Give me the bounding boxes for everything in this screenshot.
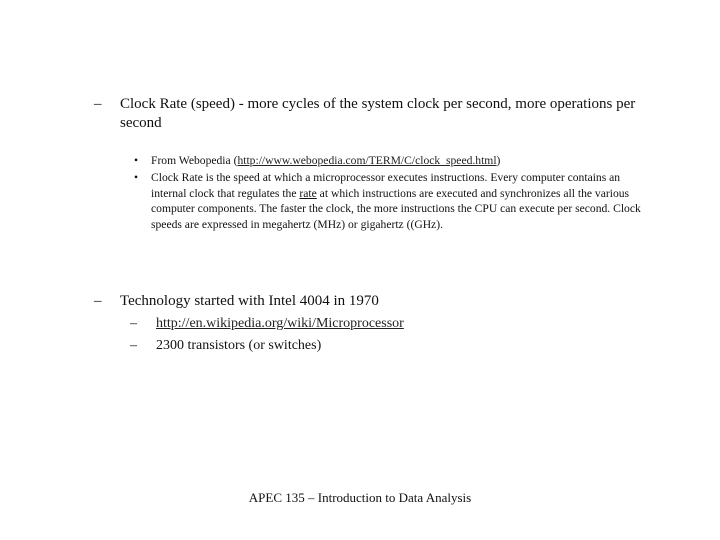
sub-bullet-text: [151, 153, 654, 169]
source-suffix: ): [496, 154, 501, 167]
bullet-technology: [94, 292, 654, 311]
dash-marker: –: [130, 316, 137, 331]
definition-text: [151, 170, 654, 232]
bullet-text: Clock Rate (speed) - more cycles of the system clock per second, more operations per second: [120, 96, 636, 131]
slide-footer: APEC 135 – Introduction to Data Analysis: [248, 490, 472, 505]
definition-underlined-word: rate: [299, 186, 317, 200]
sub-bullet-wikipedia: [130, 313, 630, 335]
definition-part-2: at which instructions are executed and synchronizes all the various computer components. The faster the clock, the more instructions the CPU can execute per second. Clock speeds are expressed in megahertz (MHz) or gigahertz ((GHz).: [151, 186, 641, 231]
wikipedia-link[interactable]: http://en.wikipedia.org/wiki/Microprocessor: [156, 316, 404, 331]
dash-marker: –: [94, 96, 102, 112]
webopedia-link[interactable]: http://www.webopedia.com/TERM/C/clock_speed.html: [237, 154, 497, 167]
source-prefix: From Webopedia (: [151, 154, 238, 167]
dash-marker: –: [130, 338, 137, 353]
sub-bullet-transistors: [130, 335, 630, 357]
transistors-text: 2300 transistors (or switches): [156, 338, 322, 353]
sub-bullet-webopedia: [134, 153, 654, 169]
bullet-dot-marker: •: [134, 171, 139, 184]
definition-part-1: Clock Rate is the speed at which a microprocessor executes instructions. Every computer contains an internal clock that regulates the: [151, 171, 621, 200]
sub-bullet-definition: [134, 170, 654, 232]
bullet-dot-marker: •: [134, 154, 139, 167]
dash-marker: –: [94, 293, 102, 309]
bullet-clock-rate: [94, 95, 654, 133]
bullet-text: Technology started with Intel 4004 in 1970: [120, 293, 379, 309]
